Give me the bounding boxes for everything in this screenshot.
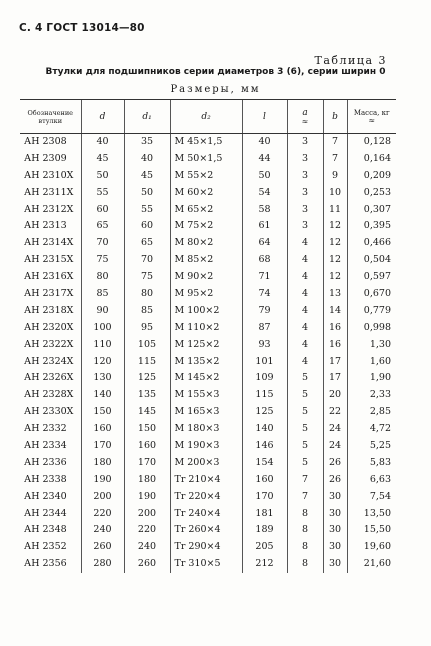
d2-cell: М 200×3: [170, 454, 242, 471]
d2-cell: Тr 240×4: [170, 505, 242, 522]
d-cell: 85: [81, 286, 124, 303]
mass-cell: 0,779: [347, 302, 396, 319]
d1-cell: 135: [124, 387, 170, 404]
header-mass-approx: ≈: [368, 116, 376, 125]
designation-cell: АН 2340: [24, 490, 67, 502]
b-cell: 12: [323, 218, 347, 235]
d-cell: 90: [81, 302, 124, 319]
l-cell: 93: [242, 336, 287, 353]
header-a: [287, 100, 323, 134]
designation-cell: АН 2330Х: [24, 406, 74, 418]
d1-cell: 60: [124, 218, 170, 235]
mass-cell: 2,33: [347, 387, 396, 404]
d2-cell: М 55×2: [170, 167, 242, 184]
d1-cell: 80: [124, 286, 170, 303]
d1-cell: 190: [124, 488, 170, 505]
a-cell: 4: [287, 302, 323, 319]
d1-cell: 75: [124, 269, 170, 286]
table-row: [20, 184, 396, 201]
mass-cell: 0,209: [347, 167, 396, 184]
l-cell: 109: [242, 370, 287, 387]
l-cell: 212: [242, 556, 287, 573]
designation-cell: АН 2312Х: [24, 203, 74, 215]
d2-cell: М 60×2: [170, 184, 242, 201]
l-cell: 71: [242, 269, 287, 286]
b-cell: 16: [323, 336, 347, 353]
header-d1: d₁: [124, 100, 170, 134]
mass-cell: 0,395: [347, 218, 396, 235]
mass-cell: 21,60: [347, 556, 396, 573]
designation-cell: АН 2320Х: [24, 321, 74, 333]
d2-cell: М 155×3: [170, 387, 242, 404]
l-cell: 205: [242, 539, 287, 556]
a-cell: 4: [287, 336, 323, 353]
d1-cell: 105: [124, 336, 170, 353]
header-mass-label: Масса, кг: [353, 109, 390, 117]
table-row: [20, 370, 396, 387]
d1-cell: 145: [124, 404, 170, 421]
table-row: [20, 488, 396, 505]
table-header-row: [20, 100, 396, 134]
d-cell: 190: [81, 471, 124, 488]
a-cell: 5: [287, 454, 323, 471]
d-cell: 65: [81, 218, 124, 235]
l-cell: 125: [242, 404, 287, 421]
designation-cell: АН 2316Х: [24, 271, 74, 283]
d-cell: 75: [81, 252, 124, 269]
d-cell: 110: [81, 336, 124, 353]
table-row: [20, 539, 396, 556]
mass-cell: 4,72: [347, 421, 396, 438]
d1-cell: 260: [124, 556, 170, 573]
l-cell: 54: [242, 184, 287, 201]
designation-cell: АН 2352: [24, 541, 67, 553]
d-cell: 130: [81, 370, 124, 387]
a-cell: 3: [287, 184, 323, 201]
mass-cell: 0,670: [347, 286, 396, 303]
a-cell: 4: [287, 286, 323, 303]
d2-cell: М 45×1,5: [170, 134, 242, 151]
b-cell: 14: [323, 302, 347, 319]
table-body: [20, 134, 396, 573]
designation-cell: АН 2356: [24, 558, 67, 570]
d1-cell: 55: [124, 201, 170, 218]
l-cell: 50: [242, 167, 287, 184]
designation-cell: АН 2334: [24, 439, 67, 451]
table-row: [20, 235, 396, 252]
d1-cell: 240: [124, 539, 170, 556]
l-cell: 181: [242, 505, 287, 522]
d-cell: 80: [81, 269, 124, 286]
designation-cell: АН 2308: [24, 136, 67, 148]
d2-cell: М 165×3: [170, 404, 242, 421]
mass-cell: 15,50: [347, 522, 396, 539]
designation-cell: АН 2314Х: [24, 237, 74, 249]
d2-cell: М 100×2: [170, 302, 242, 319]
table-row: [20, 404, 396, 421]
d2-cell: Тr 210×4: [170, 471, 242, 488]
d1-cell: 115: [124, 353, 170, 370]
header-b: b: [323, 100, 347, 134]
d-cell: 70: [81, 235, 124, 252]
designation-cell: АН 2309: [24, 152, 67, 164]
l-cell: 74: [242, 286, 287, 303]
table-label: Таблица 3: [314, 54, 387, 67]
d2-cell: М 95×2: [170, 286, 242, 303]
l-cell: 146: [242, 438, 287, 455]
b-cell: 7: [323, 150, 347, 167]
l-cell: 160: [242, 471, 287, 488]
d1-cell: 85: [124, 302, 170, 319]
b-cell: 24: [323, 438, 347, 455]
mass-cell: 1,60: [347, 353, 396, 370]
d2-cell: М 190×3: [170, 438, 242, 455]
d1-cell: 200: [124, 505, 170, 522]
mass-cell: 13,50: [347, 505, 396, 522]
a-cell: 8: [287, 539, 323, 556]
table-row: [20, 556, 396, 573]
designation-cell: АН 2338: [24, 473, 67, 485]
header-d2: d₂: [170, 100, 242, 134]
a-cell: 5: [287, 404, 323, 421]
d2-cell: М 75×2: [170, 218, 242, 235]
l-cell: 115: [242, 387, 287, 404]
b-cell: 17: [323, 370, 347, 387]
a-cell: 4: [287, 252, 323, 269]
table-row: [20, 454, 396, 471]
d-cell: 150: [81, 404, 124, 421]
l-cell: 68: [242, 252, 287, 269]
table-row: [20, 252, 396, 269]
table-row: [20, 471, 396, 488]
table-row: [20, 269, 396, 286]
d1-cell: 180: [124, 471, 170, 488]
a-cell: 8: [287, 556, 323, 573]
d-cell: 140: [81, 387, 124, 404]
b-cell: 24: [323, 421, 347, 438]
mass-cell: 1,90: [347, 370, 396, 387]
d2-cell: М 145×2: [170, 370, 242, 387]
b-cell: 13: [323, 286, 347, 303]
l-cell: 64: [242, 235, 287, 252]
mass-cell: 0,466: [347, 235, 396, 252]
d1-cell: 220: [124, 522, 170, 539]
d-cell: 170: [81, 438, 124, 455]
a-cell: 7: [287, 471, 323, 488]
mass-cell: 0,597: [347, 269, 396, 286]
l-cell: 189: [242, 522, 287, 539]
l-cell: 87: [242, 319, 287, 336]
d-cell: 120: [81, 353, 124, 370]
d1-cell: 65: [124, 235, 170, 252]
d1-cell: 45: [124, 167, 170, 184]
table-row: [20, 353, 396, 370]
designation-cell: АН 2322Х: [24, 338, 74, 350]
a-cell: 3: [287, 218, 323, 235]
d1-cell: 125: [124, 370, 170, 387]
d2-cell: Тr 220×4: [170, 488, 242, 505]
d2-cell: М 90×2: [170, 269, 242, 286]
table-row: [20, 505, 396, 522]
designation-cell: АН 2318Х: [24, 304, 74, 316]
d1-cell: 160: [124, 438, 170, 455]
d1-cell: 70: [124, 252, 170, 269]
d2-cell: М 110×2: [170, 319, 242, 336]
l-cell: 140: [242, 421, 287, 438]
b-cell: 7: [323, 134, 347, 151]
d2-cell: М 125×2: [170, 336, 242, 353]
d-cell: 60: [81, 201, 124, 218]
mass-cell: 7,54: [347, 488, 396, 505]
dimensions-label: Размеры, мм: [170, 84, 261, 95]
mass-cell: 5,25: [347, 438, 396, 455]
header-d: d: [81, 100, 124, 134]
b-cell: 12: [323, 269, 347, 286]
d2-cell: Тr 310×5: [170, 556, 242, 573]
d-cell: 40: [81, 134, 124, 151]
table-row: [20, 438, 396, 455]
a-cell: 3: [287, 150, 323, 167]
d2-cell: М 85×2: [170, 252, 242, 269]
d2-cell: М 135×2: [170, 353, 242, 370]
d-cell: 160: [81, 421, 124, 438]
d-cell: 200: [81, 488, 124, 505]
table-row: [20, 150, 396, 167]
header-a-label: a: [302, 108, 308, 118]
mass-cell: 6,63: [347, 471, 396, 488]
a-cell: 4: [287, 319, 323, 336]
d1-cell: 150: [124, 421, 170, 438]
b-cell: 10: [323, 184, 347, 201]
mass-cell: 0,128: [347, 134, 396, 151]
d-cell: 50: [81, 167, 124, 184]
mass-cell: 0,504: [347, 252, 396, 269]
b-cell: 26: [323, 471, 347, 488]
header-l: l: [242, 100, 287, 134]
designation-cell: АН 2310Х: [24, 169, 74, 181]
a-cell: 5: [287, 387, 323, 404]
b-cell: 12: [323, 252, 347, 269]
table-row: [20, 421, 396, 438]
d1-cell: 50: [124, 184, 170, 201]
l-cell: 170: [242, 488, 287, 505]
l-cell: 40: [242, 134, 287, 151]
b-cell: 12: [323, 235, 347, 252]
a-cell: 5: [287, 438, 323, 455]
designation-cell: АН 2328Х: [24, 389, 74, 401]
designation-cell: АН 2348: [24, 524, 67, 536]
header-designation: Обозначение втулки: [20, 100, 81, 134]
mass-cell: 0,253: [347, 184, 396, 201]
table-row: [20, 336, 396, 353]
a-cell: 5: [287, 370, 323, 387]
sleeve-dimensions-table: [20, 99, 396, 573]
page-header: С. 4 ГОСТ 13014—80: [19, 22, 145, 34]
mass-cell: 0,998: [347, 319, 396, 336]
d2-cell: Тr 290×4: [170, 539, 242, 556]
a-cell: 4: [287, 235, 323, 252]
b-cell: 20: [323, 387, 347, 404]
d1-cell: 95: [124, 319, 170, 336]
designation-cell: АН 2313: [24, 220, 67, 232]
designation-cell: АН 2326Х: [24, 372, 74, 384]
table-row: [20, 201, 396, 218]
d2-cell: М 50×1,5: [170, 150, 242, 167]
d-cell: 45: [81, 150, 124, 167]
header-mass: [347, 100, 396, 134]
b-cell: 30: [323, 522, 347, 539]
b-cell: 9: [323, 167, 347, 184]
designation-cell: АН 2311Х: [24, 186, 74, 198]
d1-cell: 170: [124, 454, 170, 471]
d2-cell: М 80×2: [170, 235, 242, 252]
l-cell: 154: [242, 454, 287, 471]
b-cell: 17: [323, 353, 347, 370]
l-cell: 44: [242, 150, 287, 167]
header-a-approx: ≈: [301, 117, 309, 126]
mass-cell: 0,307: [347, 201, 396, 218]
a-cell: 3: [287, 201, 323, 218]
designation-cell: АН 2332: [24, 423, 67, 435]
d-cell: 240: [81, 522, 124, 539]
b-cell: 22: [323, 404, 347, 421]
table-row: [20, 167, 396, 184]
designation-cell: АН 2317Х: [24, 287, 74, 299]
b-cell: 30: [323, 488, 347, 505]
mass-cell: 2,85: [347, 404, 396, 421]
table-row: [20, 218, 396, 235]
d2-cell: М 65×2: [170, 201, 242, 218]
mass-cell: 19,60: [347, 539, 396, 556]
d2-cell: М 180×3: [170, 421, 242, 438]
a-cell: 8: [287, 505, 323, 522]
l-cell: 61: [242, 218, 287, 235]
a-cell: 8: [287, 522, 323, 539]
table-row: [20, 387, 396, 404]
mass-cell: 1,30: [347, 336, 396, 353]
mass-cell: 0,164: [347, 150, 396, 167]
d2-cell: Тr 260×4: [170, 522, 242, 539]
designation-cell: АН 2315Х: [24, 254, 74, 266]
a-cell: 3: [287, 134, 323, 151]
designation-cell: АН 2336: [24, 456, 67, 468]
d-cell: 220: [81, 505, 124, 522]
b-cell: 16: [323, 319, 347, 336]
d-cell: 180: [81, 454, 124, 471]
d-cell: 55: [81, 184, 124, 201]
designation-cell: АН 2324Х: [24, 355, 74, 367]
d-cell: 280: [81, 556, 124, 573]
table-row: [20, 319, 396, 336]
table-row: [20, 286, 396, 303]
a-cell: 4: [287, 353, 323, 370]
b-cell: 26: [323, 454, 347, 471]
mass-cell: 5,83: [347, 454, 396, 471]
l-cell: 58: [242, 201, 287, 218]
l-cell: 101: [242, 353, 287, 370]
designation-cell: АН 2344: [24, 507, 67, 519]
table-row: [20, 134, 396, 151]
b-cell: 30: [323, 556, 347, 573]
b-cell: 30: [323, 505, 347, 522]
a-cell: 7: [287, 488, 323, 505]
d-cell: 100: [81, 319, 124, 336]
d1-cell: 35: [124, 134, 170, 151]
b-cell: 30: [323, 539, 347, 556]
a-cell: 4: [287, 269, 323, 286]
d1-cell: 40: [124, 150, 170, 167]
table-row: [20, 522, 396, 539]
table-title: Втулки для подшипников серии диаметров 3 (6), серии ширин 0: [45, 67, 386, 77]
d-cell: 260: [81, 539, 124, 556]
table-row: [20, 302, 396, 319]
l-cell: 79: [242, 302, 287, 319]
a-cell: 5: [287, 421, 323, 438]
b-cell: 11: [323, 201, 347, 218]
a-cell: 3: [287, 167, 323, 184]
